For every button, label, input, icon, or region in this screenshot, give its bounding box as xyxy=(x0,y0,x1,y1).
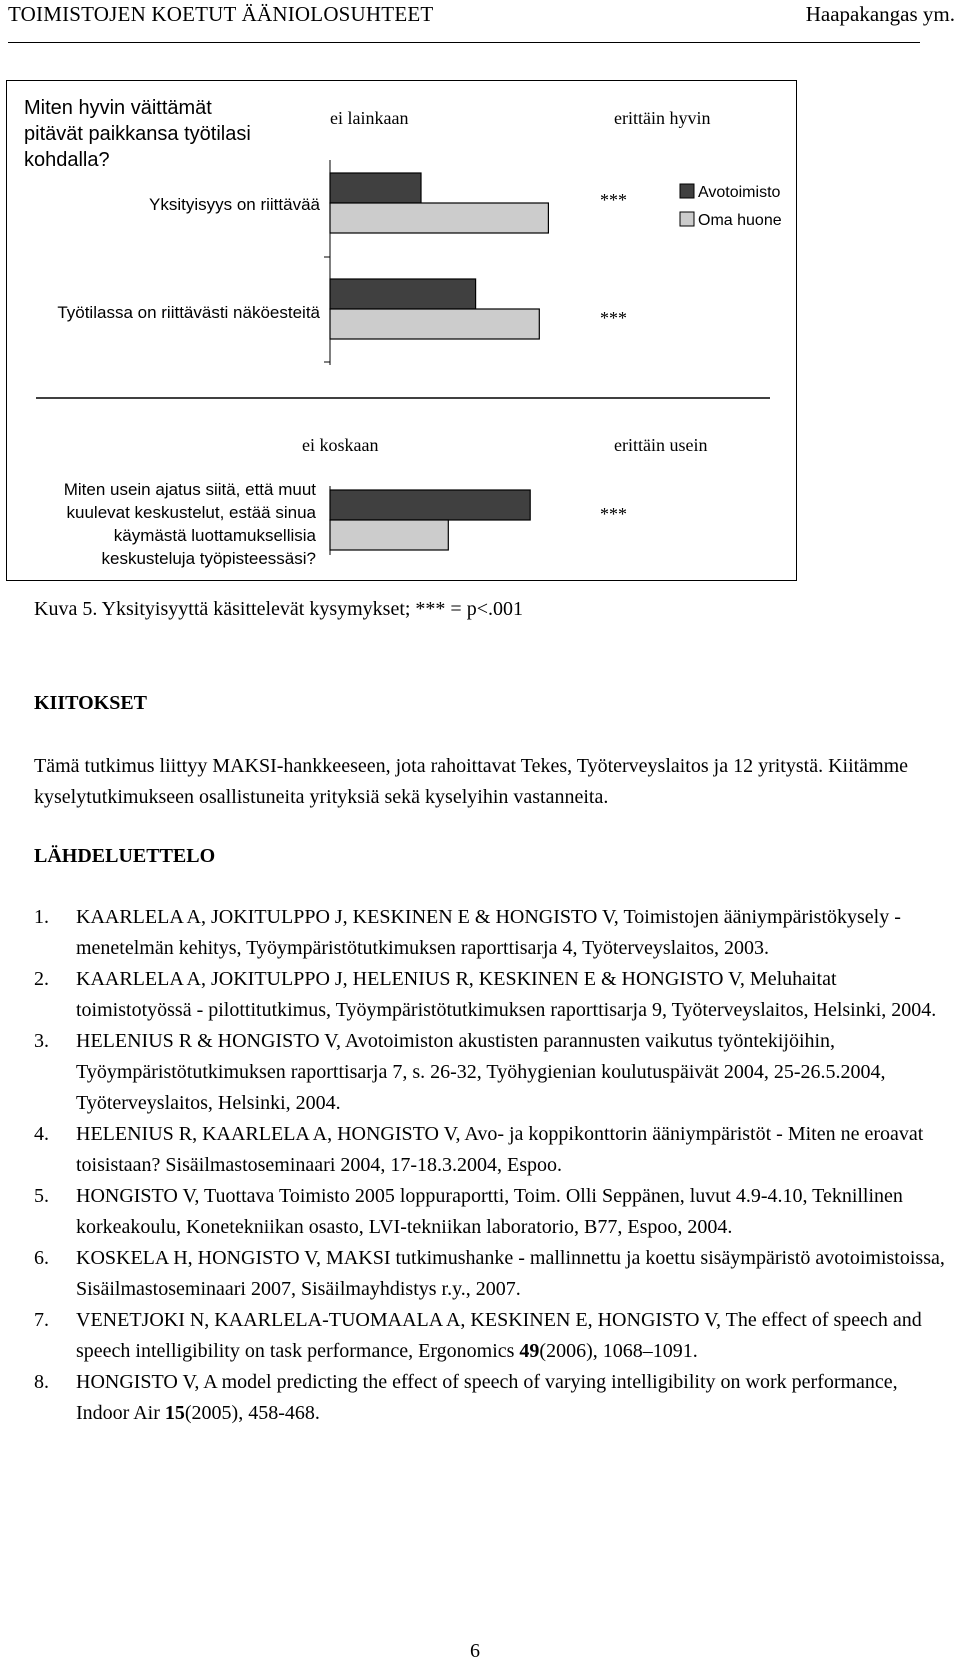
reference-number: 4. xyxy=(34,1123,49,1145)
q1-title-line3: kohdalla? xyxy=(24,149,110,171)
legend-label-avotoimisto: Avotoimisto xyxy=(698,184,781,201)
reference-text: HONGISTO V, Tuottava Toimisto 2005 loppuraportti, Toim. Olli Seppänen, luvut 4.9-4.10, Teknillinen korkeakoulu, Konetekniikan osasto, LVI-tekniikan laboratorio, B77, Espoo, 2004. xyxy=(76,1185,903,1238)
legend-label-oma-huone: Oma huone xyxy=(698,212,782,229)
reference-text: HELENIUS R, KAARLELA A, HONGISTO V, Avo- ja koppikonttorin ääniympäristöt - Miten ne eroavat toisistaan? Sisäilmastoseminaari 2004, 17-18.3.2004, Espoo. xyxy=(76,1123,924,1176)
reference-text xyxy=(44,1305,954,1367)
q1-scale-left: ei lainkaan xyxy=(330,108,409,128)
q2-title-line1: Miten usein ajatus siitä, että muut xyxy=(63,480,316,499)
reference-volume: 49 xyxy=(519,1340,540,1362)
reference-number: 5. xyxy=(34,1185,49,1207)
reference-text-part: (2005), 458-468. xyxy=(184,1402,320,1424)
q2-title-line3: käymästä luottamuksellisia xyxy=(113,526,316,545)
q1-title-line2: pitävät paikkansa työtilasi xyxy=(24,123,251,145)
reference-text: KAARLELA A, JOKITULPPO J, HELENIUS R, KESKINEN E & HONGISTO V, Meluhaitat toimistotyössä - pilottitutkimus, Työympäristötutkimuksen raporttisarja 9, Työterveyslaitos, Helsinki, 2004. xyxy=(76,968,937,1021)
q2-bar-oma-huone xyxy=(330,520,448,550)
reference-item xyxy=(34,1181,954,1243)
reference-text xyxy=(44,1367,954,1429)
reference-text: HELENIUS R & HONGISTO V, Avotoimiston akustisten parannusten vaikutus työntekijöihin, Työympäristötutkimuksen raporttisarja 7, s. 26-32, Työhygienian koulutuspäivät 2004, 25-26.5.2004, Työterveyslaitos, Helsinki, 2004. xyxy=(76,1030,886,1114)
running-header-author: Haapakangas ym. xyxy=(805,2,955,26)
q1-scale-right: erittäin hyvin xyxy=(614,108,711,128)
q2-title-line2: kuulevat keskustelut, estää sinua xyxy=(66,503,316,522)
reference-text: KAARLELA A, JOKITULPPO J, KESKINEN E & HONGISTO V, Toimistojen ääniympäristökysely - menetelmän kehitys, Työympäristötutkimuksen raporttisarja 4, Työterveyslaitos, 2003. xyxy=(76,906,901,959)
references-title: LÄHDELUETTELO xyxy=(34,845,216,867)
q1-cat-1: Työtilassa on riittävästi näköesteitä xyxy=(57,303,320,322)
reference-number: 6. xyxy=(34,1247,49,1269)
reference-number: 1. xyxy=(34,906,49,928)
running-header-title: TOIMISTOJEN KOETUT ÄÄNIOLOSUHTEET xyxy=(8,2,434,26)
reference-volume: 15 xyxy=(164,1402,185,1424)
legend-swatch-oma-huone xyxy=(680,212,694,226)
reference-text-part: VENETJOKI N, KAARLELA-TUOMAALA A, KESKINEN E, HONGISTO V, The effect of speech and speech intelligibility on task performance, Ergonomics xyxy=(76,1309,922,1362)
reference-item xyxy=(34,1305,954,1367)
q2-title-line4: keskusteluja työpisteessäsi? xyxy=(101,549,316,568)
figure-caption: Kuva 5. Yksityisyyttä käsittelevät kysymykset; *** = p<.001 xyxy=(34,598,523,620)
q1-title-line1: Miten hyvin väittämät xyxy=(24,97,212,119)
figure-chart xyxy=(0,0,960,600)
q1-bar-avotoimisto-yksityisyys xyxy=(330,173,421,203)
reference-item xyxy=(34,964,954,1026)
q1-significance-0: *** xyxy=(600,190,627,210)
reference-number: 2. xyxy=(34,968,49,990)
q1-significance-1: *** xyxy=(600,308,627,328)
reference-number: 7. xyxy=(34,1309,49,1331)
reference-item xyxy=(34,1367,954,1429)
reference-item xyxy=(34,1119,954,1181)
reference-item xyxy=(34,1026,954,1119)
q2-scale-right: erittäin usein xyxy=(614,435,708,455)
reference-number: 3. xyxy=(34,1030,49,1052)
acknowledgements-text: Tämä tutkimus liittyy MAKSI-hankkeeseen, jota rahoittavat Tekes, Työterveyslaitos ja 12 yritystä. Kiitämme kyselytutkimukseen osallistuneita yrityksiä sekä kyselyihin vastanneita. xyxy=(34,755,909,808)
reference-item xyxy=(34,902,954,964)
reference-text-part: HONGISTO V, A model predicting the effect of speech of varying intelligibility on work performance, Indoor Air xyxy=(76,1371,898,1424)
q2-significance-0: *** xyxy=(600,504,627,524)
acknowledgements-title: KIITOKSET xyxy=(34,692,148,714)
legend-swatch-avotoimisto xyxy=(680,184,694,198)
reference-text: KOSKELA H, HONGISTO V, MAKSI tutkimushanke - mallinnettu ja koettu sisäympäristö avotoimistoissa, Sisäilmastoseminaari 2007, Sisäilmayhdistys r.y., 2007. xyxy=(76,1247,945,1300)
q1-cat-0: Yksityisyys on riittävää xyxy=(149,195,320,214)
q2-bar-avotoimisto xyxy=(330,490,530,520)
reference-number: 8. xyxy=(34,1371,49,1393)
q1-bar-oma-huone-yksityisyys xyxy=(330,203,548,233)
reference-item xyxy=(34,1243,954,1305)
q2-scale-left: ei koskaan xyxy=(302,435,379,455)
q1-bar-oma-huone-nakoesteet xyxy=(330,309,539,339)
reference-text-part: (2006), 1068–1091. xyxy=(539,1340,698,1362)
q1-bar-avotoimisto-nakoesteet xyxy=(330,279,476,309)
page-number: 6 xyxy=(470,1640,480,1662)
references-list xyxy=(34,902,954,1429)
